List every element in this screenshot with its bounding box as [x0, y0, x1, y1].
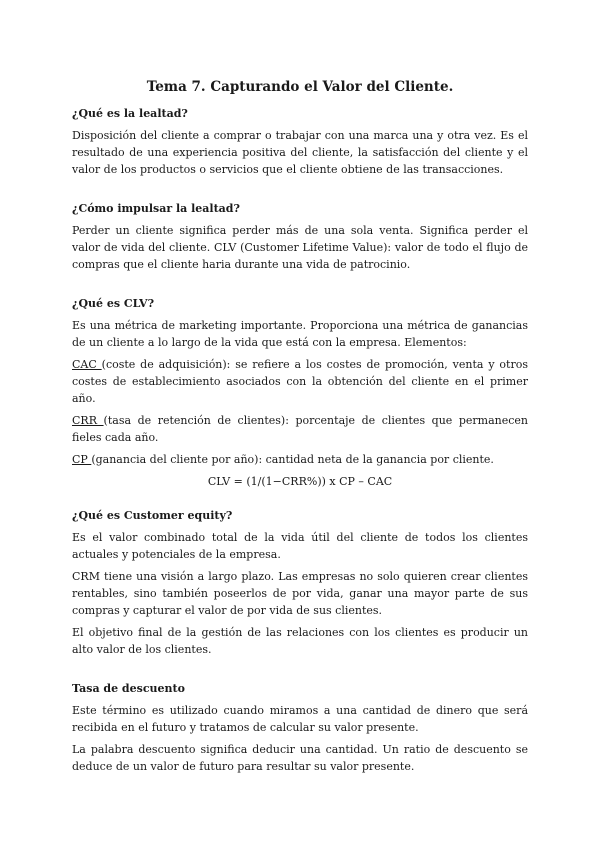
paragraph: Perder un cliente significa perder más de una sola venta. Significa perder el valor de vida del cliente. CLV (Customer Lifetime Value): valor de todo el flujo de compras que el cliente haria durante una vida de patrocinio.: [72, 224, 528, 271]
term-definition-cac: [72, 356, 528, 407]
paragraph: La palabra descuento significa deducir una cantidad. Un ratio de descuento se deduce de un valor de futuro para resultar su valor presente.: [72, 743, 528, 773]
section-lealtad: [72, 106, 528, 178]
section-heading: Tasa de descuento: [72, 682, 185, 695]
paragraph: Es una métrica de marketing importante. Proporciona una métrica de ganancias de un cliente a lo largo de la vida que está con la empresa. Elementos:: [72, 319, 528, 349]
term-cp: CP: [72, 453, 92, 466]
paragraph: Es el valor combinado total de la vida útil del cliente de todos los clientes actuales y potenciales de la empresa.: [72, 531, 528, 561]
term-crr: CRR: [72, 414, 104, 427]
section-heading: ¿Cómo impulsar la lealtad?: [72, 202, 240, 215]
section-impulsar-lealtad: [72, 201, 528, 273]
paragraph: Este término es utilizado cuando miramos a una cantidad de dinero que será recibida en el futuro y tratamos de calcular su valor presente.: [72, 704, 528, 734]
section-heading: ¿Qué es la lealtad?: [72, 107, 188, 120]
definition-crr: (tasa de retención de clientes): porcentaje de clientes que permanecen fieles cada año.: [72, 414, 528, 444]
definition-cac: (coste de adquisición): se refiere a los costes de promoción, venta y otros costes de establecimiento asociados con la obtención del cliente en el primer año.: [72, 358, 528, 405]
paragraph: CRM tiene una visión a largo plazo. Las empresas no solo quieren crear clientes rentables, sino también poseerlos de por vida, ganar una mayor parte de sus compras y capturar el valor de por vida de sus clientes.: [72, 570, 528, 617]
term-definition-crr: [72, 412, 528, 446]
term-definition-cp: [72, 451, 528, 468]
section-customer-equity: [72, 508, 528, 658]
term-cac: CAC: [72, 358, 102, 371]
clv-formula: CLV = (1/(1−CRR%)) x CP – CAC: [207, 475, 393, 488]
section-tasa-descuento: [72, 681, 528, 775]
paragraph: El objetivo final de la gestión de las relaciones con los clientes es producir un alto valor de los clientes.: [72, 626, 528, 656]
section-heading: ¿Qué es Customer equity?: [72, 509, 233, 522]
paragraph: Disposición del cliente a comprar o trabajar con una marca una y otra vez. Es el resultado de una experiencia positiva del cliente, la satisfacción del cliente y el valor de los productos o servicios que el cliente obtiene de las transacciones.: [72, 129, 528, 176]
document-title: Tema 7. Capturando el Valor del Cliente.: [146, 79, 454, 95]
section-clv: [72, 296, 528, 490]
section-heading: ¿Qué es CLV?: [72, 297, 155, 310]
definition-cp: (ganancia del cliente por año): cantidad neta de la ganancia por cliente.: [91, 453, 494, 466]
